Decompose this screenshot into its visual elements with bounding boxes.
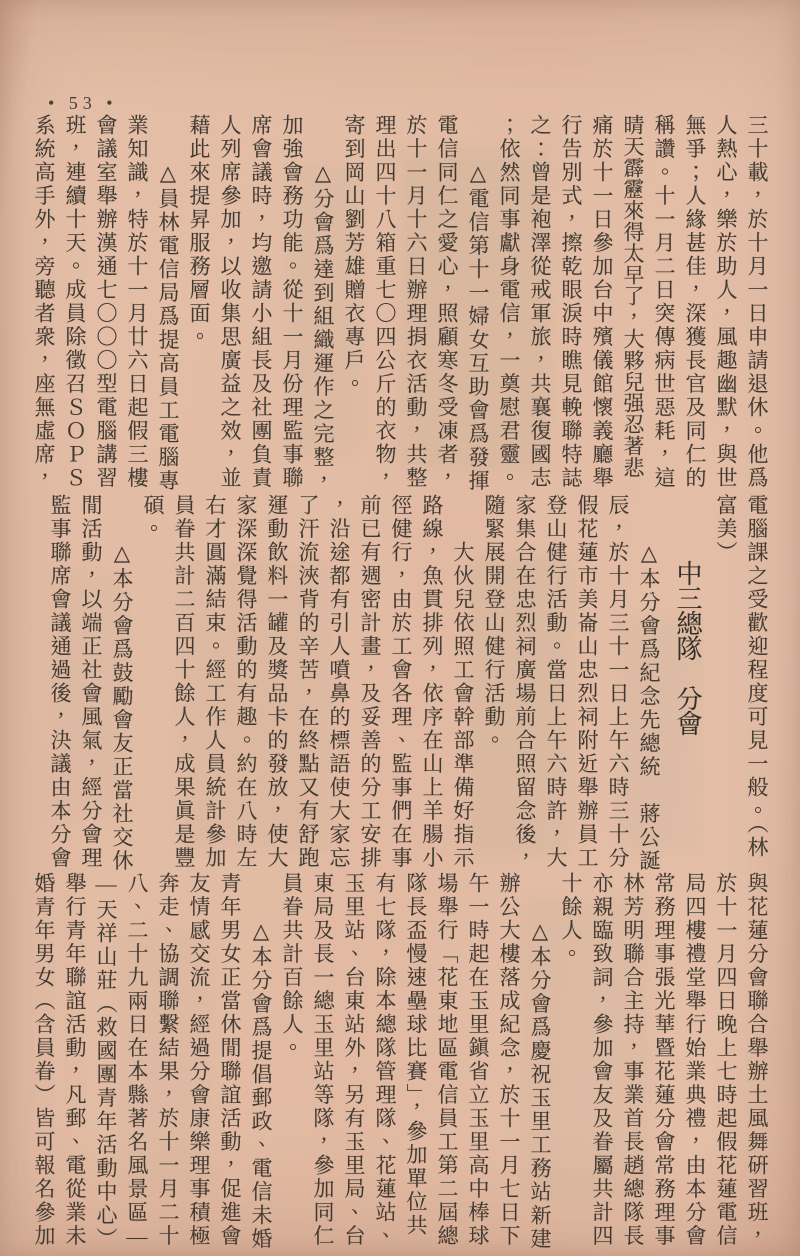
text-column: 於十一月十六日辦理捐衣活動，共整 xyxy=(404,114,428,490)
text-column: 員眷共計二百四十餘人，成果眞是豐 xyxy=(172,494,196,870)
text-column: 電腦課之受歡迎程度可見一般。（林 xyxy=(745,494,769,860)
text-column: 寄到岡山劉芳雄贈衣專戶。 xyxy=(342,114,366,396)
text-column: 路線，魚貫排列，依序在山上羊腸小 xyxy=(420,494,444,870)
text-column: 理出四十八箱重七〇四公斤的衣物， xyxy=(373,114,397,490)
text-column: 電信同仁之愛心，照顧寒冬受凍者， xyxy=(435,114,459,490)
text-column: 藉此來提昇服務層面。 xyxy=(187,114,211,349)
text-column: △電信第十一婦女互助會爲發揮 xyxy=(466,114,490,493)
text-column: △本分會爲紀念先總統 蔣公誕 xyxy=(637,494,661,873)
text-column: 亦親臨致詞，參加會友及眷屬共計四 xyxy=(590,872,614,1248)
text-column: 局四樓禮堂舉行始業典禮，由本分會 xyxy=(683,872,707,1248)
middle-text-band xyxy=(44,494,772,874)
text-column: 員眷共計百餘人。 xyxy=(280,872,304,1060)
text-column: ，沿途都有引人噴鼻的標語使大家忘 xyxy=(327,494,351,870)
text-column: △本分會爲提倡郵政、電信未婚 xyxy=(249,872,273,1251)
text-column: 稱讚。十一月二日突傳病世惡耗，這 xyxy=(652,114,676,490)
page-number: • 53 • xyxy=(48,93,118,113)
text-column: 奔走、協調聯繫結果，於十一月二十 xyxy=(156,872,180,1248)
text-column: 場舉行「花東地區電信員工第二屆總 xyxy=(435,872,459,1248)
text-column: —天祥山莊（救國團青年活動中心） xyxy=(94,872,118,1251)
text-column: 與花蓮分會聯合舉辦土風舞硏習班， xyxy=(745,872,769,1248)
text-column: 系統高手外，旁聽者衆，座無虛席， xyxy=(32,114,56,490)
text-column: 之：曾是袍澤從戒軍旅，共襄復國志 xyxy=(528,114,552,490)
text-column: 前已有週密計畫，及妥善的分工安排 xyxy=(358,494,382,870)
text-column: 監事聯席會議通過後，決議由本分會 xyxy=(48,494,72,870)
text-column: △分會爲達到組織運作之完整， xyxy=(311,114,335,493)
text-column: 隊長盃慢速壘球比賽」，參加單位共 xyxy=(404,872,428,1238)
text-column: 三十載，於十月一日申請退休。他爲 xyxy=(745,114,769,490)
text-column: 右才圓滿結束。經工作人員統計參加 xyxy=(203,494,227,870)
text-column: 業知識，特於十一月廿六日起假三樓 xyxy=(125,114,149,490)
middle-band-intro-columns xyxy=(710,494,772,874)
text-column: 辦公大樓落成紀念，於十一月七日下 xyxy=(497,872,521,1248)
text-column: 人熱心，樂於助人，風趣幽默，與世 xyxy=(714,114,738,490)
text-column: 玉里站、台東站外，另有玉里局、台 xyxy=(342,872,366,1248)
text-column: 班，連續十天。成員除徵召ＳＯＰＳ xyxy=(63,114,87,490)
text-column: 富美） xyxy=(714,494,738,565)
text-column: 運動飲料一罐及獎品卡的發放，使大 xyxy=(265,494,289,870)
text-column: 大伙兒依照工會幹部準備好指示 xyxy=(451,494,475,870)
text-column: 加強會務功能。從十一月份理監事聯 xyxy=(280,114,304,490)
text-column: 行告別式，擦乾眼淚時瞧見輓聯特誌 xyxy=(559,114,583,490)
text-column: 痛於十一日參加台中殯儀館懷義廳舉 xyxy=(590,114,614,490)
text-column: 八、二十九兩日在本縣著名風景區— xyxy=(125,872,149,1251)
text-column: 辰，於十月三十一日上午六時三十分 xyxy=(606,494,630,870)
text-column: 十餘人。 xyxy=(559,872,583,966)
text-column: 閒活動，以端正社會風氣，經分會理 xyxy=(79,494,103,870)
top-text-band xyxy=(28,114,772,494)
text-column: △本分會爲慶祝玉里工務站新建 xyxy=(528,872,552,1251)
text-column: ；依然同事獻身電信，一奠慰君靈。 xyxy=(497,114,521,490)
text-column: 席會議時，均邀請小組長及社團負責 xyxy=(249,114,273,490)
text-column: 東局及長一總玉里站等隊，參加同仁 xyxy=(311,872,335,1248)
text-column: 假花蓮市美崙山忠烈祠附近舉辦員工 xyxy=(575,494,599,870)
text-column: 家集合在忠烈祠廣場前合照留念後， xyxy=(513,494,537,870)
text-column: 於十一月四日晚上七時起假花蓮電信 xyxy=(714,872,738,1248)
text-column: 友情感交流，經過分會康樂理事積極 xyxy=(187,872,211,1248)
middle-band-body-columns xyxy=(44,494,664,874)
text-column: 家深深覺得活動的有趣。約在八時左 xyxy=(234,494,258,870)
text-column: 林芳明聯合主持，事業首長趙總隊長 xyxy=(621,872,645,1248)
text-column: 隨緊展開登山健行活動。 xyxy=(482,494,506,753)
text-column: 無爭；人緣甚佳，深獲長官及同仁的 xyxy=(683,114,707,490)
text-column: △本分會爲鼓勵會友正當社交休 xyxy=(110,494,134,873)
text-column: 登山健行活動。當日上午六時許，大 xyxy=(544,494,568,870)
section-header: 中三總隊 分會 xyxy=(673,560,702,735)
text-column: 會議室舉辦漢通七〇〇〇型電腦講習 xyxy=(94,114,118,490)
text-column: 青年男女正當休閒聯誼活動，促進會 xyxy=(218,872,242,1248)
bottom-text-band xyxy=(28,872,772,1252)
text-column: 徑健行，由於工會各理、監事們在事 xyxy=(389,494,413,870)
text-column: 舉行青年聯誼活動，凡郵、電從業未 xyxy=(63,872,87,1248)
text-column: 碩。 xyxy=(141,494,165,541)
text-column: △員林電信局爲提高員工電腦專 xyxy=(156,114,180,493)
text-column: 午一時起在玉里鎭省立玉里高中棒球 xyxy=(466,872,490,1248)
text-column: 人列席參加，以收集思廣益之效，並 xyxy=(218,114,242,490)
text-column: 了汗流浹背的辛苦，在終點又有舒跑 xyxy=(296,494,320,870)
text-column: 晴天霹靂來得太早了，大夥兒强忍著悲 xyxy=(621,114,645,478)
text-column: 有七隊，除本總隊管理隊、花蓮站、 xyxy=(373,872,397,1248)
text-column: 常務理事張光華暨花蓮分會常務理事 xyxy=(652,872,676,1248)
text-column: 婚青年男女（含員眷）皆可報名參加 xyxy=(32,872,56,1248)
